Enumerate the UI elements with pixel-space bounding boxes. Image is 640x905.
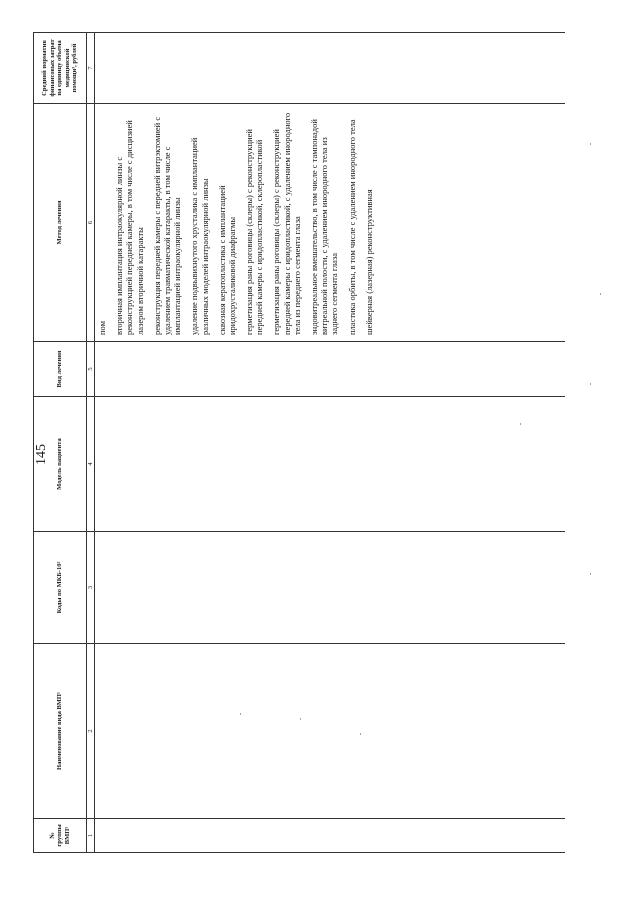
- method-item: вторичная имплантация интраокулярной линзы с реконструкцией передней камеры, в том числе с дисцизией лазером вторичной катаракты: [114, 120, 145, 335]
- header-icd-codes: Коды по МКБ-10²: [34, 532, 87, 644]
- scan-speck: [590, 383, 591, 385]
- method-item: удаление подвывихнутого хрусталика с имплантацией различных моделей интраокулярной линзы: [189, 137, 210, 335]
- body-row: [95, 33, 566, 853]
- treatment-table: [33, 32, 565, 853]
- header-row: [34, 33, 87, 853]
- column-number: 6: [87, 104, 95, 342]
- column-number-row: [87, 33, 95, 853]
- method-item: шейверная (лазерная) реконструктивная: [363, 189, 374, 335]
- column-number: 2: [87, 644, 95, 819]
- method-item: сквозная кератопластика с имплантацией иридохрусталиковой диафрагмы: [216, 185, 237, 335]
- patient-model-cell: [95, 397, 566, 532]
- icd-codes-cell: [95, 532, 566, 644]
- method-item: герметизация раны роговицы (склеры) с реконструкцией передней камеры с иридопластикой, с удалением инородного тела из переднего сегмента глаза: [271, 112, 302, 335]
- scan-speck: [600, 293, 601, 295]
- method-item: герметизация раны роговицы (склеры) с реконструкцией передней камеры с иридопластикой, склеропластикой: [244, 129, 265, 335]
- cost-cell: [95, 33, 566, 104]
- scan-speck: [300, 718, 301, 720]
- header-patient-model: Модель пациента: [34, 397, 87, 532]
- header-group-number: № группы ВМП¹: [34, 819, 87, 853]
- header-treatment-type: Вид лечения: [34, 342, 87, 397]
- header-cost-standard: Средний норматив финансовых затрат на единицу объема медицинской помощи³, рублей: [34, 33, 87, 104]
- vmp-type-cell: [95, 644, 566, 819]
- method-list: [95, 104, 374, 341]
- method-item: реконструкция передней камеры с передней витрэктомией с удалением травматической катаракты, в том числе с имплантацией интраокулярной линзы: [151, 116, 183, 335]
- column-number: 3: [87, 532, 95, 644]
- page-number: 145: [34, 444, 49, 465]
- scan-speck: [590, 573, 591, 575]
- method-item: пом: [97, 320, 107, 335]
- method-item: пластика орбиты, в том числе с удалением инородного тела: [346, 119, 357, 335]
- treatment-type-cell: [95, 342, 566, 397]
- scan-speck: [360, 733, 361, 735]
- group-number-cell: [95, 819, 566, 853]
- scan-speck: [240, 713, 241, 715]
- scan-speck: [520, 423, 521, 425]
- scan-speck: [590, 143, 591, 145]
- column-number: 4: [87, 397, 95, 532]
- header-treatment-method: Метод лечения: [34, 104, 87, 342]
- column-number: 5: [87, 342, 95, 397]
- header-vmp-type: Наименование вида ВМП¹: [34, 644, 87, 819]
- treatment-method-cell: [95, 104, 566, 342]
- column-number: 7: [87, 33, 95, 104]
- column-number: 1: [87, 819, 95, 853]
- method-item: эндовитреальное вмешательство, в том числе с тампонадой витреальной полости, с удалением инородного тела из заднего сегмента глаза: [309, 119, 340, 335]
